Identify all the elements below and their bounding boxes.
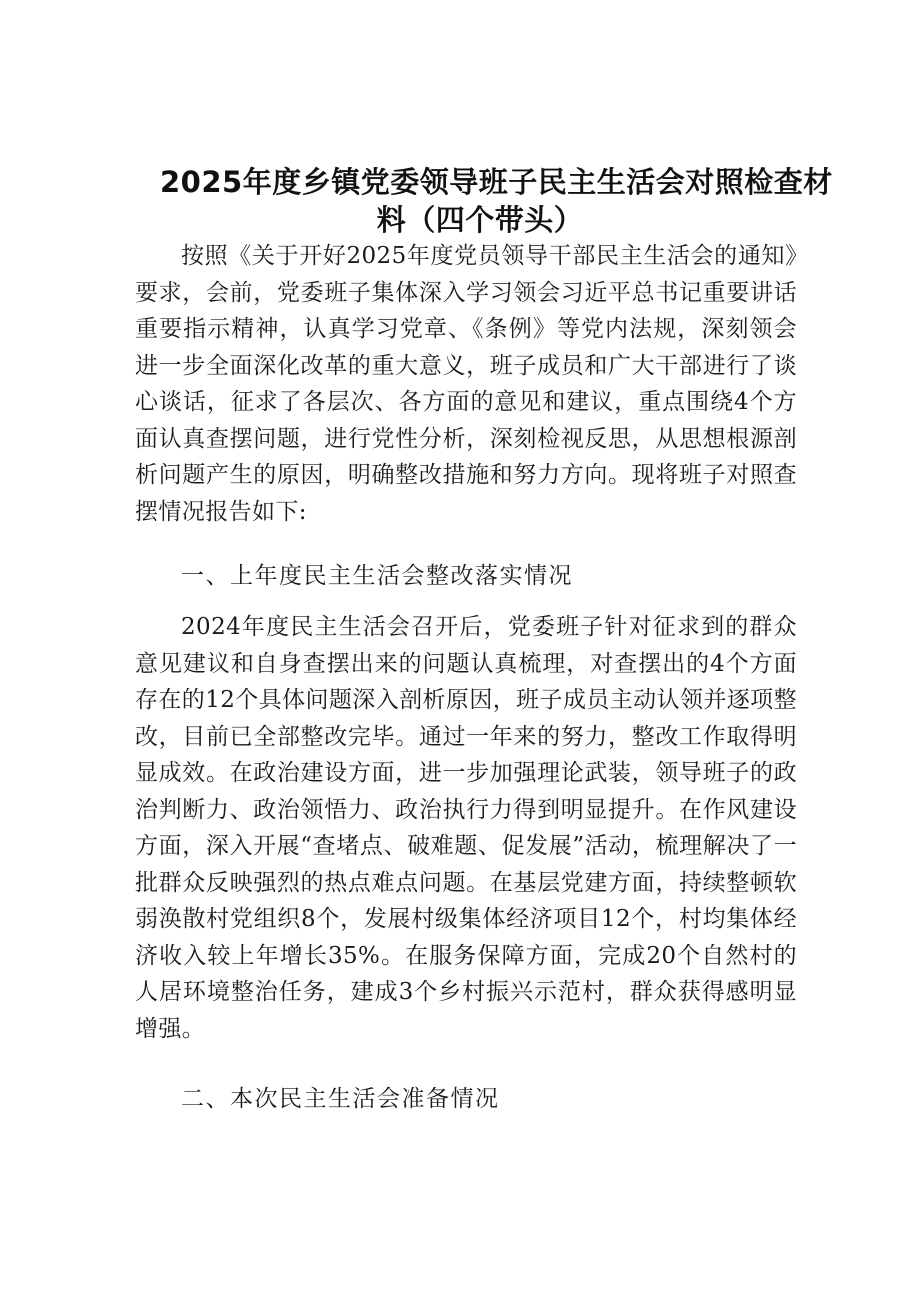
title-line-2: 料（四个带头） [376, 203, 584, 237]
section-heading-1: 一、上年度民主生活会整改落实情况 [181, 563, 573, 589]
section-heading-2: 二、本次民主生活会准备情况 [181, 1086, 500, 1112]
document-title [160, 163, 833, 239]
rectification-paragraph: 2024年度民主生活会召开后，党委班子针对征求到的群众意见建议和自身查摆出来的问题认真梳理，对查摆出的4个方面存在的12个具体问题深入剖析原因，班子成员主动认领并逐项整改，目前已全部整改完毕。通过一年来的努力，整改工作取得明显成效。在政治建设方面，进一步加强理论武装，领导班子的政治判断力、政治领悟力、政治执行力得到明显提升。在作风建设方面，深入开展“查堵点、破难题、促发展”活动，梳理解决了一批群众反映强烈的热点难点问题。在基层党建方面，持续整顿软弱涣散村党组织8个，发展村级集体经济项目12个，村均集体经济收入较上年增长35%。在服务保障方面，完成20个自然村的人居环境整治任务，建成3个乡村振兴示范村，群众获得感明显增强。 [135, 614, 797, 1042]
intro-paragraph: 按照《关于开好2025年度党员领导干部民主生活会的通知》要求，会前，党委班子集体深入学习领会习近平总书记重要讲话重要指示精神，认真学习党章、《条例》等党内法规，深刻领会进一步全面深化改革的重大意义，班子成员和广大干部进行了谈心谈话，征求了各层次、各方面的意见和建议，重点围绕4个方面认真查摆问题，进行党性分析，深刻检视反思，从思想根源剖析问题产生的原因，明确整改措施和努力方向。现将班子对照查摆情况报告如下: [135, 243, 797, 525]
title-line-1: 2025年度乡镇党委领导班子民主生活会对照检查材 [160, 165, 833, 199]
